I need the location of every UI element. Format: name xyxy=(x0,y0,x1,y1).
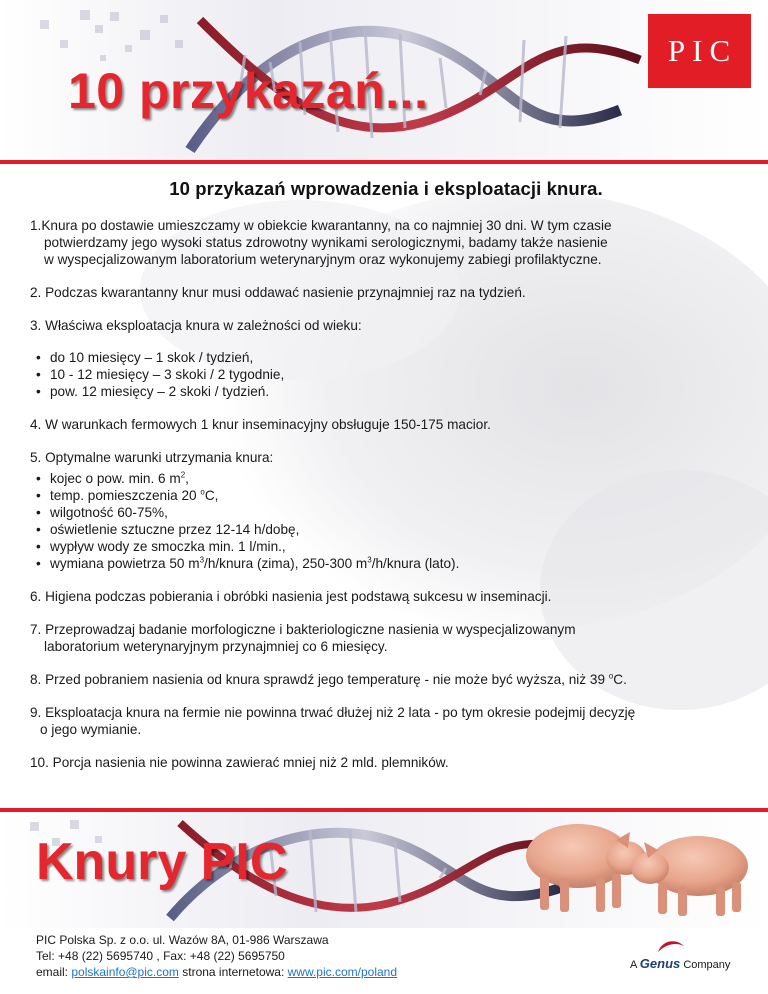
email-link[interactable]: polskainfo@pic.com xyxy=(71,965,179,979)
rule-3-list xyxy=(30,349,742,400)
rule-1-line-1: 1.Knura po dostawie umieszczamy w obiekcie kwarantanny, na co najmniej 30 dni. W tym czasie xyxy=(30,218,612,233)
pic-logo: PIC xyxy=(648,14,751,88)
email-web-line: email: polskainfo@pic.com strona internetowa: www.pic.com/poland xyxy=(36,965,398,979)
main-content xyxy=(30,178,742,787)
rule-7-line-1: 7. Przeprowadzaj badanie morfologiczne i bakteriologiczne nasienia w wyspecjalizowanym xyxy=(30,622,576,637)
phone-fax: Tel: +48 (22) 5695740 , Fax: +48 (22) 5695750 xyxy=(36,949,285,963)
rule-5-text: 5. Optymalne warunki utrzymania knura: xyxy=(30,450,274,465)
rule-2: 2. Podczas kwarantanny knur musi oddawać nasienie przynajmniej raz na tydzień. xyxy=(30,285,526,300)
rule-9-line-1: 9. Eksploatacja knura na fermie nie powinna trwać dłużej niż 2 lata - po tym okresie podejmij decyzję xyxy=(30,705,636,720)
rule-6: 6. Higiena podczas pobierania i obróbki nasienia jest podstawą sukcesu w inseminacji. xyxy=(30,589,552,604)
pigs-photo xyxy=(518,806,758,918)
rule-7-line-2: laboratorium weterynaryjnym przynajmniej co 6 miesięcy. xyxy=(44,639,388,654)
company-address: PIC Polska Sp. z o.o. ul. Wazów 8A, 01-986 Warszawa xyxy=(36,933,329,947)
rule-5 xyxy=(30,449,742,572)
list-item: • wypływ wody ze smoczka min. 1 l/min., xyxy=(30,538,742,555)
genus-company-logo: A Genus Company xyxy=(630,956,731,971)
header-title: 10 przykazań... xyxy=(68,63,429,119)
header-divider xyxy=(0,160,768,164)
list-item: • pow. 12 miesięcy – 2 skoki / tydzień. xyxy=(30,383,742,400)
main-title: 10 przykazań wprowadzenia i eksploatacji knura. xyxy=(169,178,603,199)
contact-info xyxy=(36,932,397,980)
list-item: • wilgotność 60-75%, xyxy=(30,504,742,521)
footer-title: Knury PIC xyxy=(36,833,288,891)
rule-9-line-2: o jego wymianie. xyxy=(40,722,142,737)
rule-4: 4. W warunkach fermowych 1 knur inseminacyjny obsługuje 150-175 macior. xyxy=(30,417,491,432)
rule-5-list xyxy=(30,470,742,572)
header-banner xyxy=(0,0,768,160)
rule-10: 10. Porcja nasienia nie powinna zawierać mniej niż 2 mld. plemników. xyxy=(30,755,449,770)
rule-1 xyxy=(30,217,742,268)
rule-3 xyxy=(30,317,742,400)
list-item: • oświetlenie sztuczne przez 12-14 h/dobę, xyxy=(30,521,742,538)
rule-1-line-2: potwierdzamy jego wysoki status zdrowotny wynikami serologicznymi, badamy także nasienie xyxy=(44,235,608,250)
list-item: • temp. pomieszczenia 20 $^o$C, xyxy=(30,487,742,504)
rule-9 xyxy=(30,704,742,738)
genus-swoosh-icon xyxy=(656,938,686,956)
rule-8: 8. Przed pobraniem nasienia od knura sprawdź jego temperaturę - nie może być wyższa, niż 39 $^o$C. xyxy=(30,671,627,687)
list-item: • wymiana powietrza 50 $m^3/h$/knura (zima), 250-300 $m^3/h$/knura (lato). xyxy=(30,555,742,572)
website-link[interactable]: www.pic.com/poland xyxy=(287,965,398,979)
list-item: • 10 - 12 miesięcy – 3 skoki / 2 tygodnie, xyxy=(30,366,742,383)
rule-7 xyxy=(30,621,742,655)
list-item: • kojec o pow. min. 6 $m^2$, xyxy=(30,470,742,487)
list-item: • do 10 miesięcy – 1 skok / tydzień, xyxy=(30,349,742,366)
rule-3-text: 3. Właściwa eksploatacja knura w zależności od wieku: xyxy=(30,318,362,333)
rule-1-line-3: w wyspecjalizowanym laboratorium weterynaryjnym oraz wykonujemy zabiegi profilaktyczne. xyxy=(44,252,602,267)
